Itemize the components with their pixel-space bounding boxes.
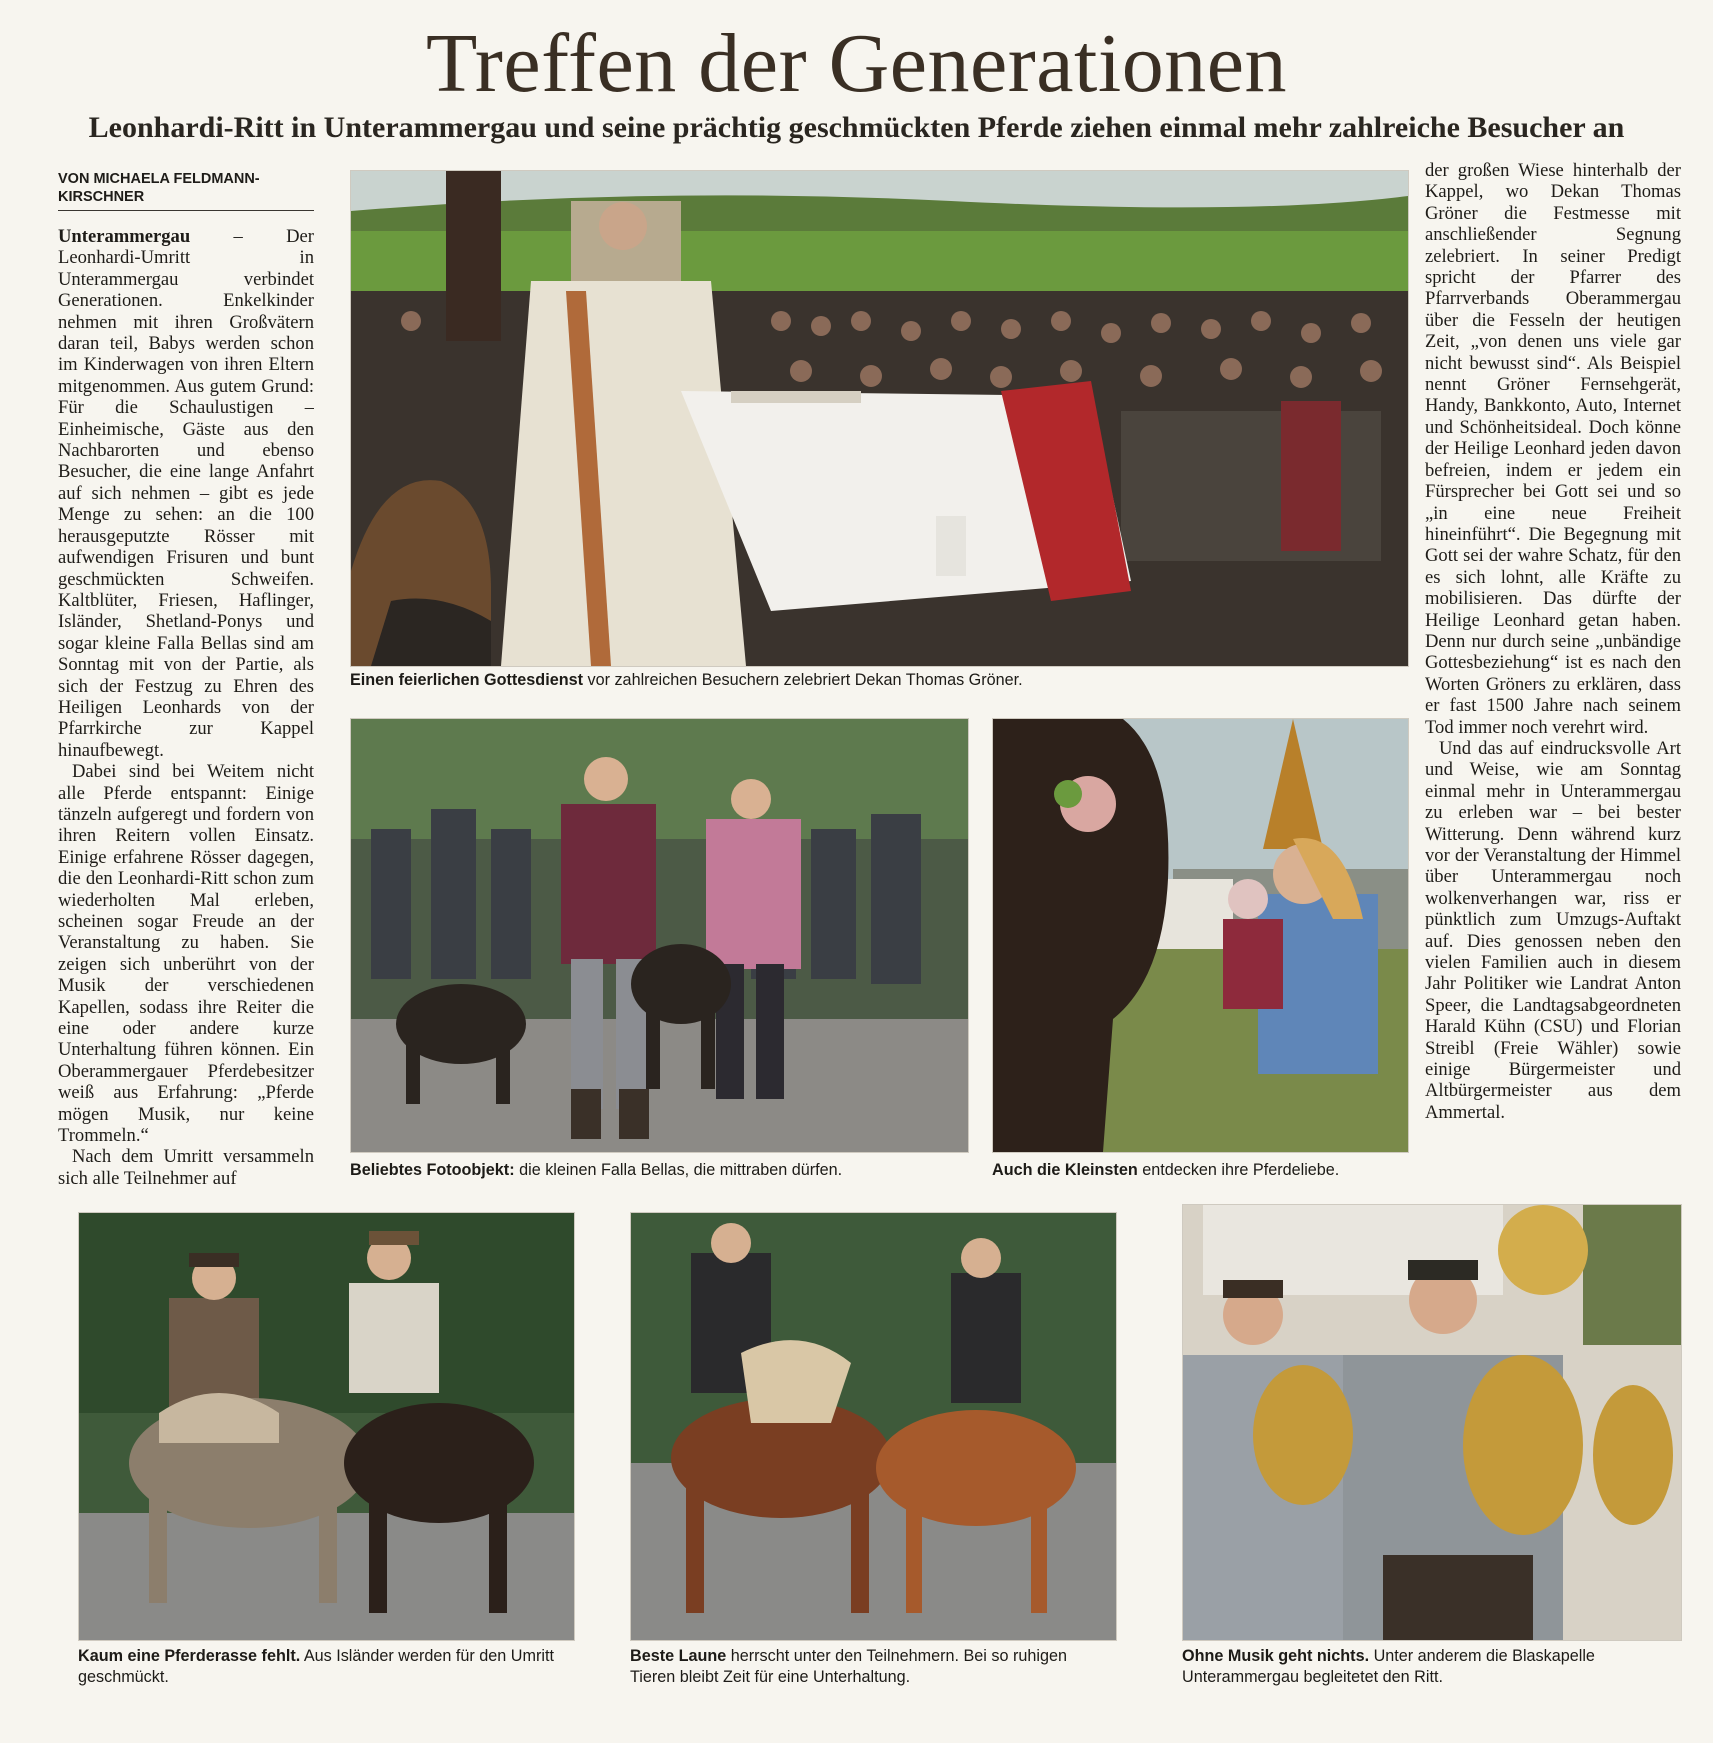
article-column-left — [58, 226, 314, 1186]
subheadline: Leonhardi-Ritt in Unterammergau und seine prächtig geschmückten Pferde ziehen einmal mehr zahlreiche Besucher an — [88, 111, 1625, 144]
caption-mass: Einen feierlichen Gottesdienst vor zahlreichen Besuchern zelebriert Dekan Thomas Gröner. — [350, 671, 1023, 689]
article-paragraph: der großen Wiese hinterhalb der Kappel, wo Dekan Thomas Gröner die Festmesse mit anschließender Segnung zelebriert. In seiner Predigt spricht der Pfarrer des Pfarrverbands Oberammergau über die Fesseln der heutigen Zeit, „von denen uns viele gar nicht bewusst sind“. Als Beispiel nennt Gröner Fernsehgerät, Handy, Bankkonto, Auto, Internet und Schönheitsideal. Doch könne der Heilige Leonhard jeden davon befreien, indem er jedem ein Fürsprecher bei Gott sei und so „in eine neue Freiheit hineinführt“. Die Begegnung mit Gott sei der wahre Schatz, für den es sich lohnt, alle Kräfte zu mobilisieren. Das dürfte der Heilige Leonhard getan haben. Denn nur durch seine „unbändige Gottesbeziehung“ ist es nach den Worten Gröners zu erklären, dass er fast 1500 Jahre nach seinem Tod immer noch verehrt wird. — [1425, 160, 1681, 738]
caption-ponies: Beliebtes Fotoobjekt: die kleinen Falla Bellas, die mittraben dürfen. — [350, 1161, 843, 1179]
caption-iceland: Kaum eine Pferderasse fehlt. Aus Isländer werden für den Umritt geschmückt. — [78, 1647, 554, 1686]
byline: VON MICHAELA FELDMANN-KIRSCHNER — [58, 170, 314, 211]
dateline: Unterammergau — [58, 226, 191, 247]
photo-riders — [630, 1212, 1117, 1641]
article-paragraph: Nach dem Umritt versammeln sich alle Teilnehmer auf — [58, 1146, 314, 1186]
article-column-right — [1425, 160, 1681, 1190]
photo-brass-band — [1182, 1204, 1682, 1641]
caption-band: Ohne Musik geht nichts. Unter anderem die Blaskapelle Unterammergau begleitetet den Ritt. — [1182, 1647, 1595, 1686]
headline: Treffen der Generationen — [425, 17, 1288, 110]
caption-child: Auch die Kleinsten entdecken ihre Pferdeliebe. — [992, 1161, 1340, 1179]
article-paragraph: Dabei sind bei Weitem nicht alle Pferde entspannt: Einige tänzeln aufgeregt und fordern von ihren Reitern vollen Einsatz. Einige erfahrene Rösser dagegen, die den Leonhardi-Ritt schon zum wiederholten Mal erleben, scheinen sogar Freude an der Veranstaltung zu haben. Sie zeigen sich unberührt von der Musik der verschiedenen Kapellen, sodass ihre Reiter die eine oder andere kurze Unterhaltung führen können. Ein Oberammergauer Pferdebesitzer weiß aus Erfahrung: „Pferde mögen Musik, nur keine Trommeln.“ — [58, 761, 314, 1147]
article-paragraph: Unterammergau – Der Leonhardi-Umritt in Unterammergau verbindet Generationen. Enkelkinder nehmen mit ihren Großvätern daran teil, Babys werden schon im Kinderwagen von ihren Eltern mitgenommen. Aus gutem Grund: Für die Schaulustigen – Einheimische, Gäste aus den Nachbarorten und ebenso Besucher, die eine lange Anfahrt auf sich nehmen – gibt es jede Menge zu sehen: an die 100 herausgeputzte Rösser mit aufwendigen Frisuren und bunt geschmückten Schweifen. Kaltblüter, Friesen, Haflinger, Isländer, Shetland-Ponys und sogar kleine Falla Bellas sind am Sonntag mit von der Partie, als sich der Festzug zu Ehren des Heiligen Leonhards von der Pfarrkirche zur Kappel hinaufbewegt. — [58, 226, 314, 761]
article-paragraph: Und das auf eindrucksvolle Art und Weise, wie am Sonntag einmal mehr in Unterammergau zu erleben war – bei bester Witterung. Denn während kurz vor der Veranstaltung der Himmel über Unterammergau noch wolkenverhangen war, riss er pünktlich zum Umzugs-Auftakt auf. Dies genossen neben den vielen Familien auch in diesem Jahr Politiker wie Landrat Anton Speer, die Landtagsabgeordneten Harald Kühn (CSU) und Florian Streibl (Freie Wähler) sowie einige Bürgermeister und Altbürgermeister aus dem Ammertal. — [1425, 737, 1681, 1123]
photo-ponies — [350, 718, 969, 1153]
photo-child-horse — [992, 718, 1409, 1153]
caption-riders: Beste Laune herrscht unter den Teilnehmern. Bei so ruhigen Tieren bleibt Zeit für eine Unterhaltung. — [630, 1647, 1067, 1686]
photo-field-mass — [350, 170, 1409, 667]
photo-icelandic-horses — [78, 1212, 575, 1641]
